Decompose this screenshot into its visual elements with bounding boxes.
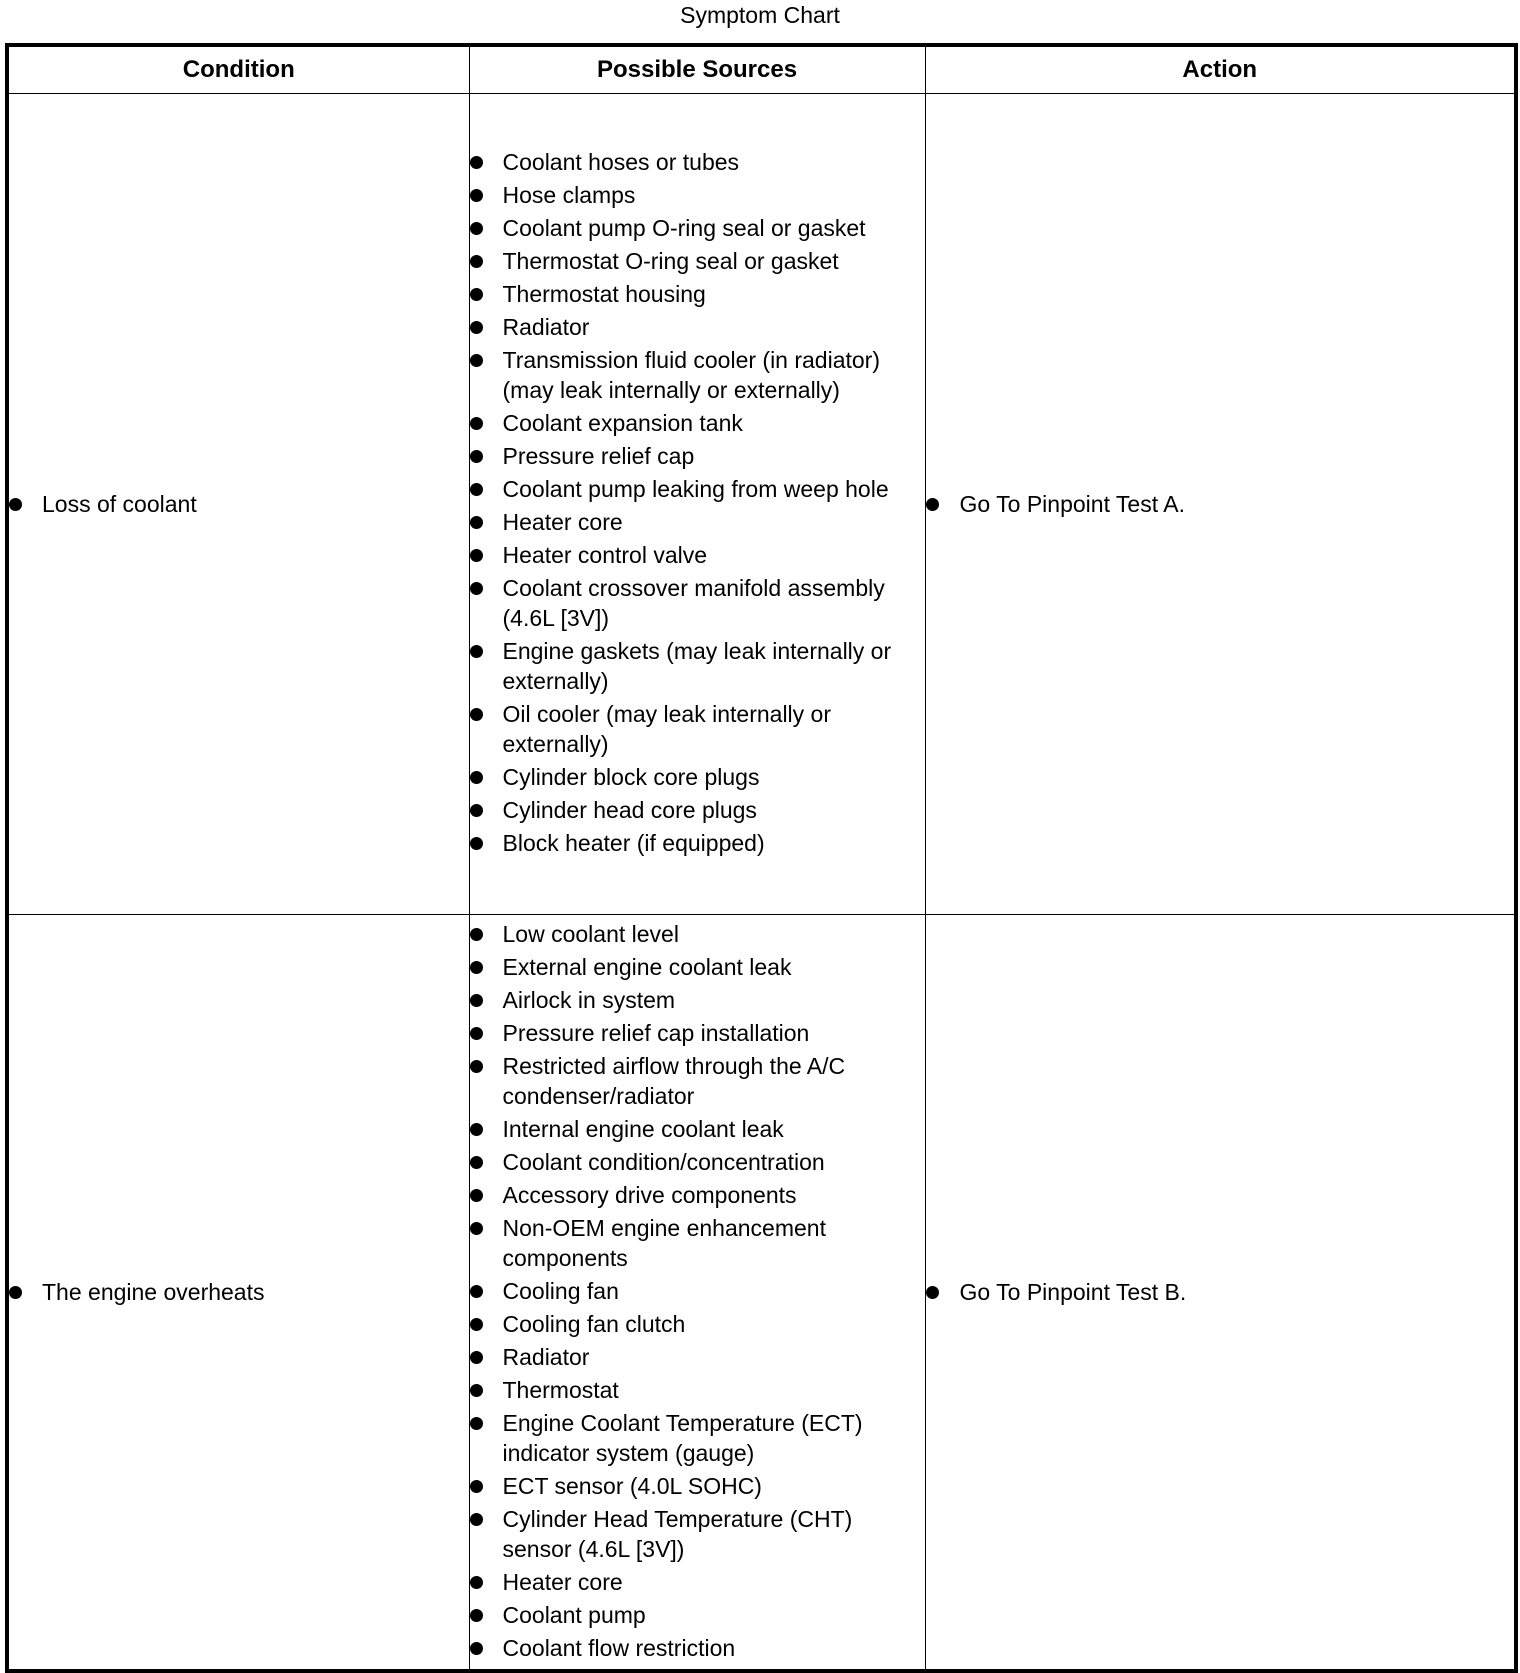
header-condition: Condition <box>7 45 469 94</box>
source-item <box>470 1180 925 1210</box>
source-text: Coolant pump leaking from weep hole <box>502 476 889 502</box>
source-text: Coolant condition/concentration <box>502 1148 825 1175</box>
source-item <box>470 762 925 792</box>
bullet-icon <box>470 417 483 430</box>
source-item <box>470 985 925 1015</box>
source-text: Coolant flow restriction <box>502 1634 736 1661</box>
symptom-chart-table <box>5 43 1518 1673</box>
source-text: Coolant crossover manifold assembly (4.6L [3V]) <box>502 575 885 631</box>
bullet-icon <box>470 483 483 496</box>
bullet-icon <box>470 1351 483 1364</box>
source-text: Coolant pump <box>502 1601 646 1628</box>
source-text: Coolant hoses or tubes <box>502 149 740 175</box>
source-text: Block heater (if equipped) <box>502 830 765 856</box>
bullet-icon <box>470 1609 483 1622</box>
header-possible-sources: Possible Sources <box>469 45 925 94</box>
source-text: Heater core <box>502 509 623 535</box>
source-text: Airlock in system <box>502 986 676 1013</box>
bullet-icon <box>470 321 483 334</box>
source-text: Internal engine coolant leak <box>502 1115 784 1142</box>
source-item <box>470 246 925 276</box>
source-item <box>470 279 925 309</box>
header-action: Action <box>925 45 1516 94</box>
bullet-icon <box>470 354 483 367</box>
bullet-icon <box>470 549 483 562</box>
bullet-icon <box>470 994 483 1007</box>
source-item <box>470 919 925 949</box>
bullet-icon <box>470 1513 483 1526</box>
bullet-icon <box>470 222 483 235</box>
bullet-icon <box>470 1189 483 1202</box>
bullet-icon <box>470 1156 483 1169</box>
source-item <box>470 540 925 570</box>
bullet-icon <box>470 837 483 850</box>
source-item <box>470 1114 925 1144</box>
source-item <box>470 1567 925 1597</box>
source-text: Accessory drive components <box>502 1181 797 1208</box>
source-item <box>470 1018 925 1048</box>
condition-cell <box>7 915 469 1672</box>
bullet-icon <box>470 771 483 784</box>
sources-list <box>470 919 925 1663</box>
source-text: ECT sensor (4.0L SOHC) <box>502 1472 762 1499</box>
bullet-icon <box>470 189 483 202</box>
bullet-icon <box>470 1318 483 1331</box>
source-text: Low coolant level <box>502 920 679 947</box>
bullet-icon <box>470 1222 483 1235</box>
bullet-icon <box>470 645 483 658</box>
source-text: Engine gaskets (may leak internally or externally) <box>502 638 892 694</box>
condition-text: The engine overheats <box>42 1279 265 1305</box>
bullet-icon <box>470 961 483 974</box>
action-cell <box>925 915 1516 1672</box>
bullet-icon <box>470 1027 483 1040</box>
source-text: Heater core <box>502 1568 623 1595</box>
action-item <box>926 489 1515 519</box>
bullet-icon <box>9 498 22 511</box>
bullet-icon <box>470 1480 483 1493</box>
source-text: Heater control valve <box>502 542 708 568</box>
bullet-icon <box>470 708 483 721</box>
bullet-icon <box>926 498 939 511</box>
bullet-icon <box>470 928 483 941</box>
bullet-icon <box>470 1384 483 1397</box>
bullet-icon <box>470 1285 483 1298</box>
source-item <box>470 1408 925 1468</box>
table-row <box>7 915 1516 1672</box>
bullet-icon <box>470 1576 483 1589</box>
source-item <box>470 345 925 405</box>
source-item <box>470 312 925 342</box>
bullet-icon <box>470 1123 483 1136</box>
source-text: Cylinder Head Temperature (CHT) sensor (4.6L [3V]) <box>502 1505 853 1562</box>
condition-cell <box>7 94 469 915</box>
source-item <box>470 1600 925 1630</box>
source-item <box>470 573 925 633</box>
source-item <box>470 1051 925 1111</box>
source-item <box>470 474 925 504</box>
bullet-icon <box>470 1060 483 1073</box>
source-text: Cooling fan <box>502 1277 619 1304</box>
source-item <box>470 828 925 858</box>
source-text: Radiator <box>502 314 590 340</box>
source-item <box>470 1471 925 1501</box>
sources-cell <box>469 94 925 915</box>
source-item <box>470 180 925 210</box>
action-cell <box>925 94 1516 915</box>
source-text: Cooling fan clutch <box>502 1310 686 1337</box>
action-text: Go To Pinpoint Test A. <box>959 491 1185 517</box>
source-text: Pressure relief cap <box>502 443 695 469</box>
bullet-icon <box>470 1417 483 1430</box>
source-text: Oil cooler (may leak internally or externally) <box>502 701 832 757</box>
source-item <box>470 1309 925 1339</box>
source-item <box>470 147 925 177</box>
source-item <box>470 1633 925 1663</box>
source-text: Cylinder block core plugs <box>502 764 760 790</box>
sources-cell <box>469 915 925 1672</box>
source-text: Coolant expansion tank <box>502 410 743 436</box>
bullet-icon <box>470 804 483 817</box>
source-text: Thermostat <box>502 1376 619 1403</box>
action-text: Go To Pinpoint Test B. <box>959 1279 1187 1305</box>
bullet-icon <box>470 516 483 529</box>
source-item <box>470 699 925 759</box>
bullet-icon <box>9 1286 22 1299</box>
source-text: Engine Coolant Temperature (ECT) indicator system (gauge) <box>502 1409 863 1466</box>
source-item <box>470 408 925 438</box>
table-row <box>7 94 1516 915</box>
source-item <box>470 1342 925 1372</box>
source-item <box>470 1504 925 1564</box>
source-item <box>470 1375 925 1405</box>
bullet-icon <box>470 582 483 595</box>
source-item <box>470 1213 925 1273</box>
source-text: Radiator <box>502 1343 590 1370</box>
bullet-icon <box>470 1642 483 1655</box>
source-text: Thermostat O-ring seal or gasket <box>502 248 839 274</box>
condition-item <box>9 489 469 519</box>
condition-text: Loss of coolant <box>42 491 197 517</box>
source-text: External engine coolant leak <box>502 953 792 980</box>
source-text: Cylinder head core plugs <box>502 797 757 823</box>
source-text: Hose clamps <box>502 182 636 208</box>
source-text: Coolant pump O-ring seal or gasket <box>502 215 866 241</box>
source-item <box>470 213 925 243</box>
sources-list <box>470 147 925 858</box>
source-item <box>470 507 925 537</box>
bullet-icon <box>470 450 483 463</box>
bullet-icon <box>926 1286 939 1299</box>
condition-item <box>9 1277 469 1307</box>
header-row <box>7 45 1516 94</box>
source-text: Thermostat housing <box>502 281 706 307</box>
source-item <box>470 636 925 696</box>
source-item <box>470 441 925 471</box>
bullet-icon <box>470 255 483 268</box>
source-item <box>470 952 925 982</box>
source-item <box>470 1276 925 1306</box>
bullet-icon <box>470 288 483 301</box>
source-text: Pressure relief cap installation <box>502 1019 810 1046</box>
source-text: Transmission fluid cooler (in radiator) (may leak internally or externally) <box>502 347 881 403</box>
action-item <box>926 1277 1515 1307</box>
source-item <box>470 1147 925 1177</box>
bullet-icon <box>470 156 483 169</box>
source-text: Restricted airflow through the A/C condenser/radiator <box>502 1052 846 1109</box>
page-title: Symptom Chart <box>680 2 840 28</box>
source-item <box>470 795 925 825</box>
source-text: Non-OEM engine enhancement components <box>502 1214 826 1271</box>
